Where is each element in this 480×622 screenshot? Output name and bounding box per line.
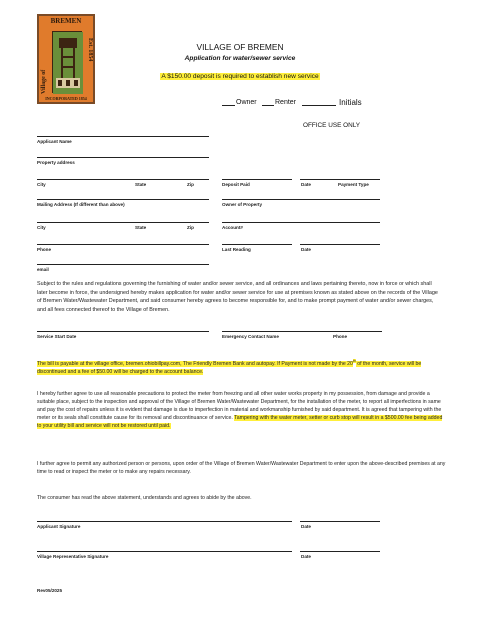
property-address-label: Property address [37,160,75,165]
deposit-paid-label: Deposit Paid [222,182,250,187]
date-label-3: Date [301,524,311,529]
rules-paragraph: Subject to the rules and regulations governing the furnishing of water and/or sewer service, and all ordinances and laws pertaining thereto, now in force or which shall later become in force, the undersigned hereby makes application for water and/or sewer service for use at premises known as stated above on the records of the Village of Bremen Water/Wastewater Department, and said consumer hereby agrees to become responsible for, and to make prompt payment of water and/or sewer charges, and all fees connected thereof to the Village of Bremen. [37,281,438,313]
renter-check-line[interactable] [262,105,274,106]
meter-paragraph [37,390,447,430]
date-label-1: Date [301,182,311,187]
date-label-4: Date [301,554,311,559]
property-address-line[interactable] [37,157,209,158]
emergency-phone-label: Phone [333,334,348,339]
service-start-label: Service Start Date [37,334,77,339]
owner-of-property-line[interactable] [222,199,380,200]
owner-of-property-label: Owner of Property [222,202,263,207]
applicant-name-line[interactable] [37,136,209,137]
emergency-contact-label: Emergency Contact Name [222,334,279,339]
mailing-address-label: Mailing Address (If different than above) [37,202,125,207]
service-start-line[interactable] [37,331,209,332]
owner-check-line[interactable] [222,105,235,106]
mailing-address-line[interactable] [37,199,209,200]
form-subtitle: Application for water/sewer service [184,55,296,62]
deposit-paid-line[interactable] [222,179,292,180]
phone-line[interactable] [37,244,209,245]
applicant-signature-line[interactable] [37,521,292,522]
city-label-2: City [37,225,46,230]
date-payment-line[interactable] [300,179,380,180]
initials-line[interactable] [302,105,336,106]
state-label-2: State [135,225,147,230]
page-title: VILLAGE OF BREMEN [196,42,284,52]
owner-label: Owner [236,99,257,106]
logo-bottom-text: INCORPORATED 1854 [45,96,87,101]
state-label: State [135,182,147,187]
logo-right-text: Est. 1854 [87,38,93,62]
village-rep-signature-line[interactable] [37,551,292,552]
emergency-contact-line[interactable] [222,331,382,332]
bill-paragraph [37,357,447,376]
tamper-warning: Tampering with the water meter, setter or curb stop will result in a $500.00 fee being added to your utility bill and service will not be restored until paid. [37,415,443,430]
bill-sup: th [352,359,356,363]
zip-label: Zip [187,182,194,187]
city-label: City [37,182,46,187]
applicant-name-label: Applicant Name [37,139,72,144]
payment-type-label: Payment Type [338,182,369,187]
account-label: Account# [222,225,243,230]
signature-date-line[interactable] [300,521,380,522]
village-rep-signature-label: Village Representative Signature [37,554,109,559]
logo-left-text: Village of [41,69,47,94]
water-tower-icon [53,32,83,94]
phone-label: Phone [37,247,52,252]
consumer-statement: The consumer has read the above statement, understands and agrees to abide by the above. [37,495,252,501]
initials-label: Initials [339,98,362,107]
meter-text: I hereby further agree to use all reasonable precautions to protect the meter from freezing and all other water works property in my possession, from damage and provide a suitable place, subject to the inspection and approval of the Village of Bremen Water/Wastewater Department, for the installation of the meter, to report all imperfections in same and pay the cost of repairs unless it is evident that damage is due to imperfection in material and workmanship furnished by said department. It is agreed that tampering with the meter or its seals shall constitute cause for its removal and discontinuance of service. [37,391,442,422]
zip-label-2: Zip [187,225,194,230]
email-line[interactable] [37,264,209,265]
city-line[interactable] [37,179,209,180]
account-line[interactable] [222,222,380,223]
reading-date-line[interactable] [300,244,380,245]
village-logo [37,14,95,104]
logo-emblem [52,31,82,93]
bill-text-b: of the month, service will be discontinued and a fee of $50.00 will be charged to the account balance. [37,360,422,375]
revision-label: Rev05/2025 [37,588,63,593]
rep-date-line[interactable] [300,551,380,552]
city-line-2[interactable] [37,222,209,223]
date-label-2: Date [301,247,311,252]
logo-top-text: BREMEN [50,17,82,25]
deposit-notice-wrap [130,65,350,83]
bill-text-a: The bill is payable at the village office, bremen.ohiobillpay.com, The Friendly Bremen Bank and autopay. If Payment is not made by the 20 [37,360,353,367]
renter-label: Renter [275,99,297,106]
last-reading-label: Last Reading [222,247,251,252]
applicant-signature-label: Applicant Signature [37,524,81,529]
office-use-heading: OFFICE USE ONLY [303,122,361,129]
last-reading-line[interactable] [222,244,292,245]
deposit-notice: A $150.00 deposit is required to establish new service [161,73,319,80]
permit-paragraph: I further agree to permit any authorized person or persons, upon order of the Village of Bremen Water/Wastewater Department to enter upon the above-described premises at any time to read or inspect the meter or to make any repairs necessary. [37,461,446,476]
email-label: email [37,267,49,272]
